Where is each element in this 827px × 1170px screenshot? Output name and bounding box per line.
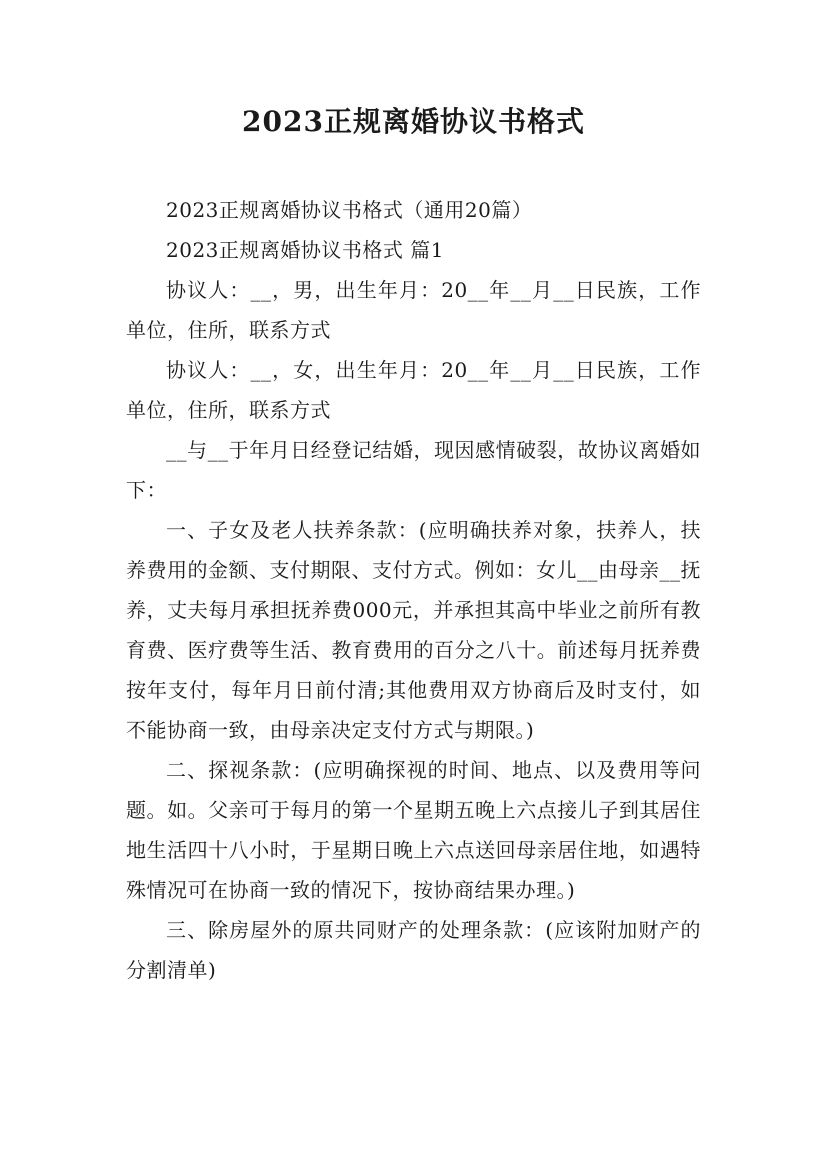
subtitle-paragraph: 2023正规离婚协议书格式（通用20篇） [166, 198, 533, 222]
visitation-clause: 二、探视条款：(应明确探视的时间、地点、以及费用等问题。如。父亲可于每月的第一个星期五晚上六点接儿子到其居住地生活四十八小时，于星期日晚上六点送回母亲居住地，如遇特殊情况可在协商一致的情况下，按协商结果办理。) [126, 758, 701, 902]
property-clause: 三、除房屋外的原共同财产的处理条款：(应该附加财产的分割清单) [126, 918, 701, 982]
party-female-paragraph: 协议人：__，女，出生年月：20__年__月__日民族，工作单位，住所，联系方式 [126, 358, 701, 422]
marriage-statement-paragraph: __与__于年月日经登记结婚，现因感情破裂，故协议离婚如下： [126, 438, 701, 502]
document-body [126, 190, 701, 990]
document-title: 2023正规离婚协议书格式 [242, 105, 585, 138]
party-male-paragraph: 协议人：__，男，出生年月：20__年__月__日民族，工作单位，住所，联系方式 [126, 278, 701, 342]
child-support-clause: 一、子女及老人扶养条款：(应明确扶养对象，扶养人，扶养费用的金额、支付期限、支付方式。例如：女儿__由母亲__抚养，丈夫每月承担抚养费000元，并承担其高中毕业之前所有教育费、医疗费等生活、教育费用的百分之八十。前述每月抚养费按年支付，每年月日前付清;其他费用双方协商后及时支付，如不能协商一致，由母亲决定支付方式与期限。) [126, 518, 701, 742]
section-heading: 2023正规离婚协议书格式 篇1 [166, 238, 444, 262]
